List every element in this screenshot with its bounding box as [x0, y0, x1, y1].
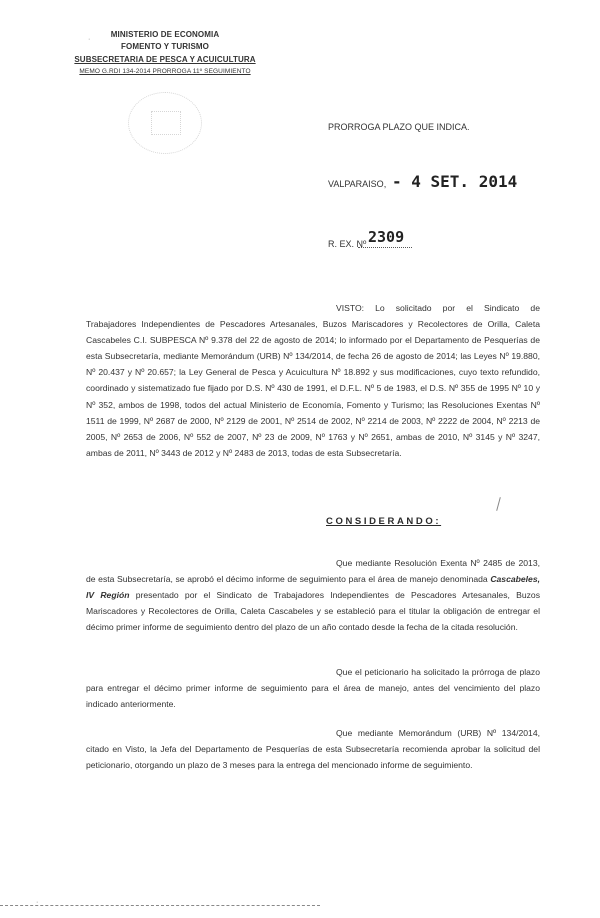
subsecretaria-name: SUBSECRETARIA DE PESCA Y ACUICULTURA [74, 55, 256, 64]
c1-text-after: presentado por el Sindicato de Trabajadores Independientes de Pescadores Artesanales, Buzos Mariscadores y Recolectores de Orilla, Caleta Cascabeles y se estableció para el titular la obligación de entregar el décimo primer informe de seguimiento dentro del plazo de un año contado desde la fecha de la citada resolución. [86, 590, 540, 633]
official-seal-icon [128, 92, 202, 154]
resolution-label: R. EX. Nº [328, 239, 367, 249]
considerando-paragraph-3: Que mediante Memorándum (URB) Nº 134/2014, citado en Visto, la Jefa del Departamento de Pesquerías de esta Subsecretaría recomienda aprobar la solicitud del peticionario, otorgando un plazo de 3 meses para la entrega del mencionado informe de seguimiento. [86, 728, 540, 771]
considerando-paragraph-1 [86, 555, 540, 635]
memo-reference: MEMO G.RDI 134-2014 PRORROGA 11º SEGUIMIENTO [79, 68, 251, 75]
area-name: Cascabeles, IV Región [86, 574, 540, 601]
considerando-paragraph-2: Que el peticionario ha solicitado la prórroga de plazo para entregar el décimo primer informe de seguimiento para el área de manejo, antes del vencimiento del plazo indicado anteriormente. [86, 667, 540, 710]
margin-mark: · [88, 36, 91, 43]
date-stamp: - 4 SET. 2014 [392, 172, 518, 191]
ministry-name: MINISTERIO DE ECONOMIA [110, 30, 220, 39]
subject-line: PRORROGA PLAZO QUE INDICA. [328, 122, 470, 132]
c1-text-before: Que mediante Resolución Exenta Nº 2485 de 2013, de esta Subsecretaría, se aprobó el décimo informe de seguimiento para el área de manejo denominada [86, 558, 540, 585]
pen-mark [496, 497, 501, 511]
place-label: VALPARAISO, [328, 179, 387, 189]
resolution-number: 2309 [368, 228, 405, 246]
ministry-subtitle: FOMENTO Y TURISMO [121, 42, 209, 51]
visto-paragraph: VISTO: Lo solicitado por el Sindicato de Trabajadores Independientes de Pescadores Artesanales, Buzos Mariscadores y Recolectores de Orilla, Caleta Cascabeles C.I. SUBPESCA Nº 9.378 del 22 de agosto de 2014; lo informado por el Departamento de Pesquerías de esta Subsecretaría, mediante Memorándum (URB) Nº 134/2014, de fecha 26 de agosto de 2014; las Leyes Nº 19.880, Nº 20.437 y Nº 20.657; la Ley General de Pesca y Acuicultura Nº 18.892 y sus modificaciones, cuyo texto refundido, coordinado y sistematizado fue fijado por D.S. Nº 430 de 1991, el D.F.L. Nº 5 de 1983, el D.S. Nº 355 de 1995 Nº 10 y Nº 352, ambos de 1998, todos del actual Ministerio de Economía, Fomento y Turismo; las Resoluciones Exentas Nº 1511 de 1999, Nº 2687 de 2000, Nº 2129 de 2001, Nº 2514 de 2002, Nº 2214 de 2003, Nº 2222 de 2004, Nº 2213 de 2005, Nº 2653 de 2006, Nº 552 de 2007, Nº 23 de 2009, Nº 1763 y Nº 2651, ambas de 2010, Nº 3145 y Nº 3247, ambas de 2011, Nº 3443 de 2012 y Nº 2483 de 2013, todas de esta Subsecretaría. [86, 303, 540, 458]
footer-mark: · [36, 899, 39, 906]
footer-rule [0, 905, 320, 906]
considerando-heading: CONSIDERANDO: [326, 516, 442, 527]
number-underline [358, 247, 412, 248]
